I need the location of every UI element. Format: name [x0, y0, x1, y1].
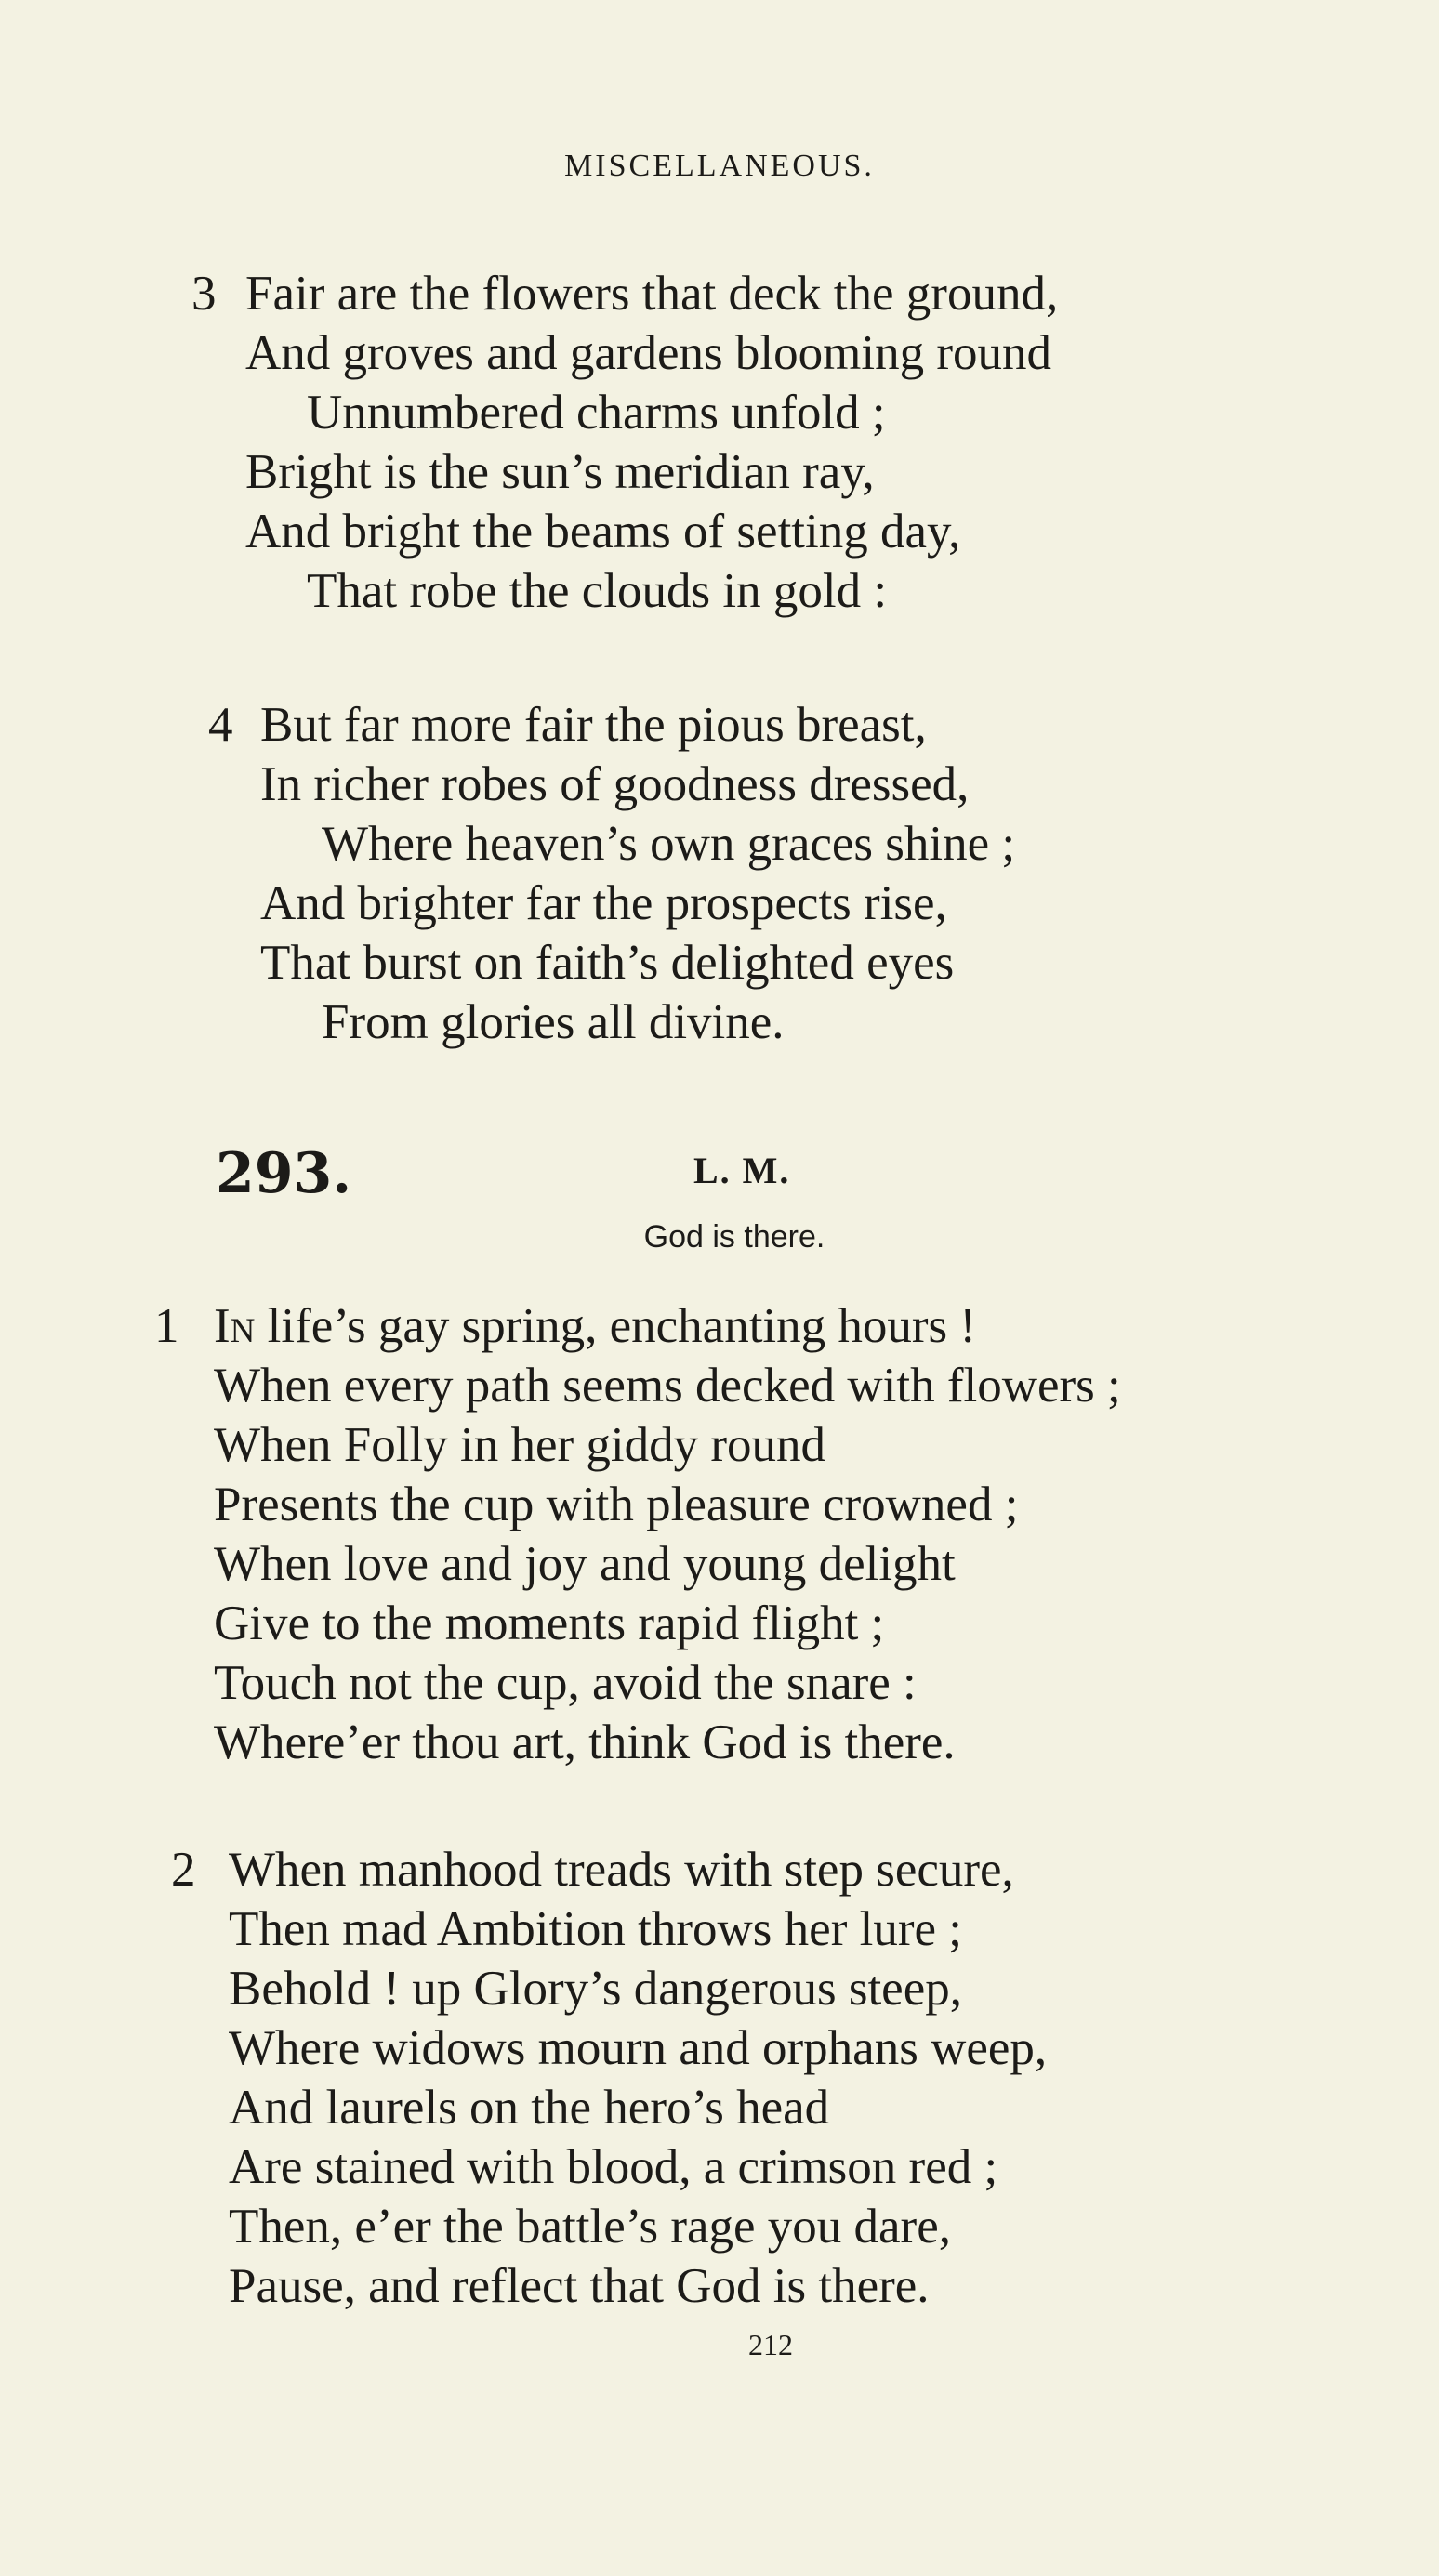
verse-line: From glories all divine.: [322, 995, 785, 1049]
first-word: In: [214, 1299, 256, 1353]
verse-line: That robe the clouds in gold :: [307, 564, 888, 618]
verse-line: Where’er thou art, think God is there.: [214, 1715, 956, 1769]
verse-line: When every path seems decked with flowers ;: [214, 1359, 1121, 1413]
verse-line: Touch not the cup, avoid the snare :: [214, 1656, 917, 1710]
hymn-stanza-1: [149, 1296, 1121, 1772]
verse-line: Fair are the flowers that deck the ground,: [245, 267, 1059, 321]
verse-line: When Folly in her giddy round: [214, 1418, 825, 1472]
first-line-rest: life’s gay spring, enchanting hours !: [255, 1299, 977, 1353]
verse-line: Are stained with blood, a crimson red ;: [229, 2140, 998, 2194]
stanza-number: 4: [208, 698, 233, 752]
stanza-number: 3: [191, 267, 217, 321]
verse-line: Where widows mourn and orphans weep,: [229, 2021, 1048, 2075]
stanza-number: 2: [171, 1843, 196, 1897]
verse-line: Unnumbered charms unfold ;: [307, 386, 886, 440]
verse-line: And brighter far the prospects rise,: [260, 876, 947, 930]
stanza-number: 1: [154, 1299, 179, 1353]
verse-line: And laurels on the hero’s head: [229, 2081, 830, 2135]
verse-line: Then, e’er the battle’s rage you dare,: [229, 2200, 951, 2254]
verse-line: Give to the moments rapid flight ;: [214, 1597, 885, 1650]
verse-line: Presents the cup with pleasure crowned ;: [214, 1478, 1019, 1531]
verse-line: And bright the beams of setting day,: [245, 505, 961, 559]
stanza-3: [186, 264, 1058, 621]
page-number: 212: [748, 2328, 793, 2361]
verse-line: Then mad Ambition throws her lure ;: [229, 1902, 962, 1956]
verse-line: Pause, and reflect that God is there.: [229, 2259, 930, 2313]
verse-line: Bright is the sun’s meridian ray,: [245, 445, 875, 499]
verse-line: Behold ! up Glory’s dangerous steep,: [229, 1962, 962, 2016]
running-head: MISCELLANEOUS.: [564, 149, 875, 183]
hymn-title: God is there.: [643, 1219, 825, 1255]
verse-line: That burst on faith’s delighted eyes: [260, 936, 955, 990]
hymn-number: 293.: [216, 1141, 352, 1206]
verse-line: When love and joy and young delight: [214, 1537, 956, 1591]
verse-line: In richer robes of goodness dressed,: [260, 757, 970, 811]
hymn-meter: L. M.: [693, 1150, 791, 1191]
verse-line: And groves and gardens blooming round: [245, 326, 1051, 380]
verse-line-first: [214, 1296, 1121, 1356]
hymn-stanza-2: [165, 1840, 1047, 2316]
stanza-4: [203, 695, 1015, 1052]
verse-line: When manhood treads with step secure,: [229, 1843, 1014, 1897]
verse-line: Where heaven’s own graces shine ;: [322, 817, 1016, 871]
verse-line: But far more fair the pious breast,: [260, 698, 927, 752]
